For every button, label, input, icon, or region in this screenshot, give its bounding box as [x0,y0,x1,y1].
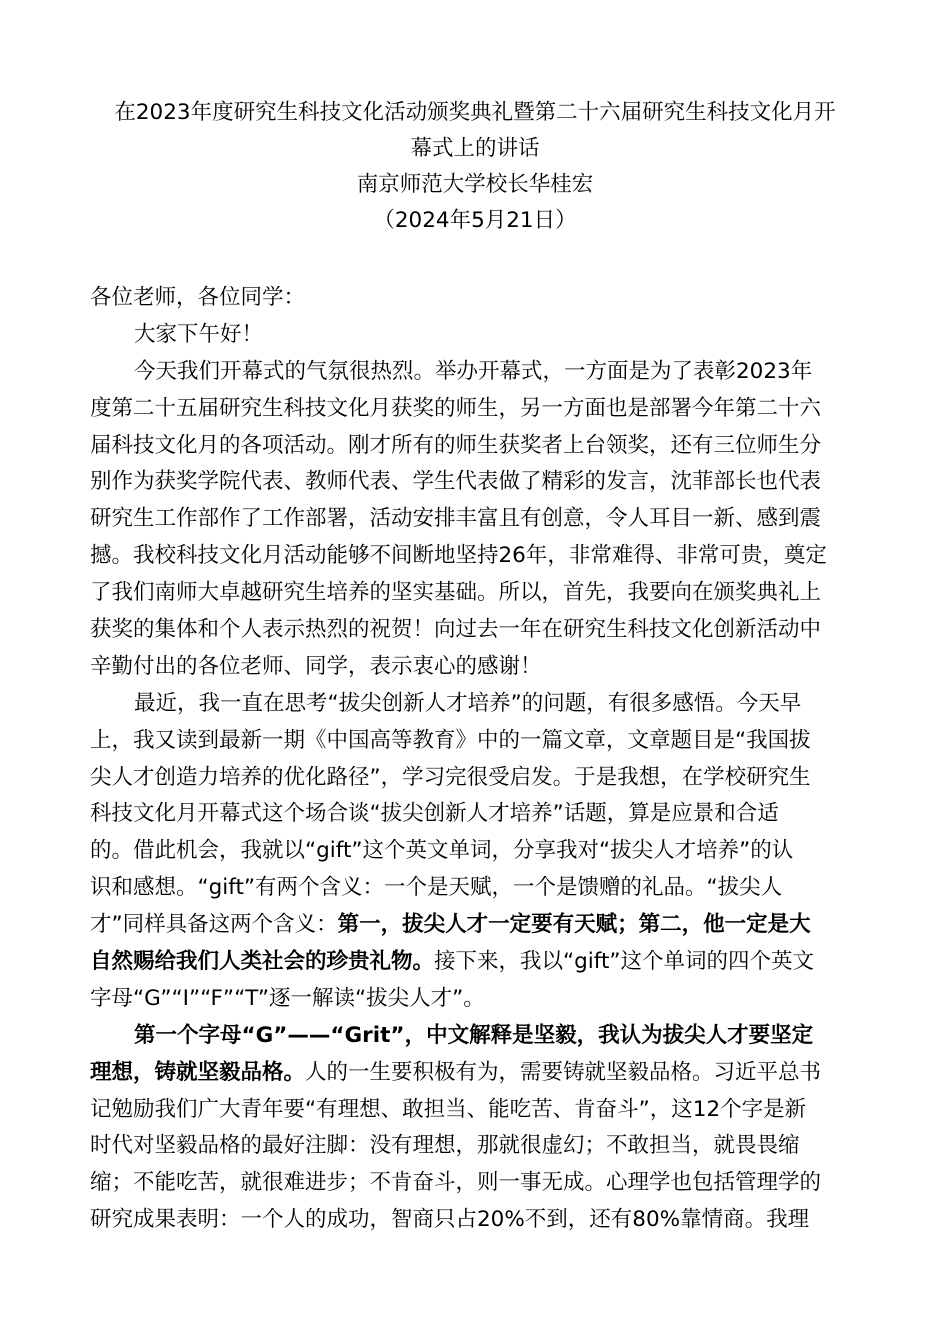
text-segment: 各位老师，各位同学： [90,285,306,310]
speech-body [90,280,860,1239]
text-line [90,760,860,797]
text-segment: 大家下午好！ [134,321,264,347]
text-segment: 最近，我一直在思考“拔尖创新人才培养”的问题，有很多感悟。今天早 [134,690,802,716]
text-line [90,501,860,538]
text-segment: 研究成果表明：一个人的成功，智商只占20%不到，还有80%靠情商。我理 [90,1207,810,1233]
text-segment: 届科技文化月的各项活动。刚才所有的师生获奖者上台领奖，还有三位师生分 [90,432,822,458]
text-segment: 获奖的集体和个人表示热烈的祝贺！向过去一年在研究生科技文化创新活动中 [90,617,822,643]
text-line [90,796,860,833]
bold-text-segment: 理想，铸就坚毅品格。 [90,1059,306,1085]
text-line [90,391,860,428]
text-line [90,649,860,686]
text-segment: 了我们南师大卓越研究生培养的坚实基础。所以，首先，我要向在颁奖典礼上 [90,580,822,606]
text-segment: 别作为获奖学院代表、教师代表、学生代表做了精彩的发言，沈菲部长也代表 [90,469,822,495]
text-line [90,686,860,723]
text-segment: 撼。我校科技文化月活动能够不间断地坚持26年，非常难得、非常可贵，奠定 [90,543,827,569]
text-segment: 的。借此机会，我就以“gift”这个英文单词，分享我对“拔尖人才培养”的认 [90,838,794,864]
text-segment: 科技文化月开幕式这个场合谈“拔尖创新人才培养”话题，算是应景和合适 [90,801,779,827]
text-line [90,317,860,354]
text-segment: 研究生工作部作了工作部署，活动安排丰富且有创意，令人耳目一新、感到震 [90,506,822,532]
text-line [90,354,860,391]
text-segment: 字母“G”“I”“F”“T”逐一解读“拔尖人才”。 [90,985,485,1011]
text-line [90,1092,860,1129]
text-segment: 时代对坚毅品格的最好注脚：没有理想，那就很虚幻；不敢担当，就畏畏缩 [90,1133,800,1159]
text-segment: 接下来，我以“gift”这个单词的四个英文 [434,949,815,975]
text-line [90,612,860,649]
text-line [90,575,860,612]
text-line [90,1055,860,1092]
date-line: （2024年5月21日） [373,208,577,233]
text-line [90,280,860,317]
text-segment: 上，我又读到最新一期《中国高等教育》中的一篇文章，文章题目是“我国拔 [90,727,811,753]
text-line [90,1165,860,1202]
text-segment: 今天我们开幕式的气氛很热烈。举办开幕式，一方面是为了表彰2023年 [134,358,813,384]
title-line-1: 在2023年度研究生科技文化活动颁奖典礼暨第二十六届研究生科技文化月开 [114,100,836,125]
text-line [90,944,860,981]
text-line [90,833,860,870]
text-segment: 识和感想。“gift”有两个含义：一个是天赋，一个是馈赠的礼品。“拔尖人 [90,875,783,901]
text-segment: 度第二十五届研究生科技文化月获奖的师生，另一方面也是部署今年第二十六 [90,395,822,421]
text-line [90,538,860,575]
text-line [90,723,860,760]
title-line-2: 幕式上的讲话 [410,136,540,161]
text-segment: 辛勤付出的各位老师、同学，表示衷心的感谢！ [90,653,542,679]
bold-text-segment: 第一个字母“G”——“Grit”，中文解释是坚毅，我认为拔尖人才要坚定 [134,1022,814,1048]
author-line: 南京师范大学校长华桂宏 [356,172,594,197]
text-line [90,1202,860,1239]
text-line [90,1018,860,1055]
text-line [90,870,860,907]
text-segment: 记勉励我们广大青年要“有理想、敢担当、能吃苦、肯奋斗”，这12个字是新 [90,1096,807,1122]
text-segment: 人的一生要积极有为，需要铸就坚毅品格。习近平总书 [305,1059,822,1085]
text-segment: 才”同样具备这两个含义： [90,912,338,938]
text-segment: 尖人才创造力培养的优化路径”，学习完很受启发。于是我想，在学校研究生 [90,764,811,790]
document-header [90,95,860,239]
text-segment: 缩；不能吃苦，就很难进步；不肯奋斗，则一事无成。心理学也包括管理学的 [90,1170,822,1196]
text-line [90,428,860,465]
text-line [90,907,860,944]
text-line [90,464,860,501]
text-line [90,981,860,1018]
bold-text-segment: 自然赐给我们人类社会的珍贵礼物。 [90,949,435,975]
text-line [90,1128,860,1165]
bold-text-segment: 第一，拔尖人才一定要有天赋；第二，他一定是大 [337,912,811,938]
